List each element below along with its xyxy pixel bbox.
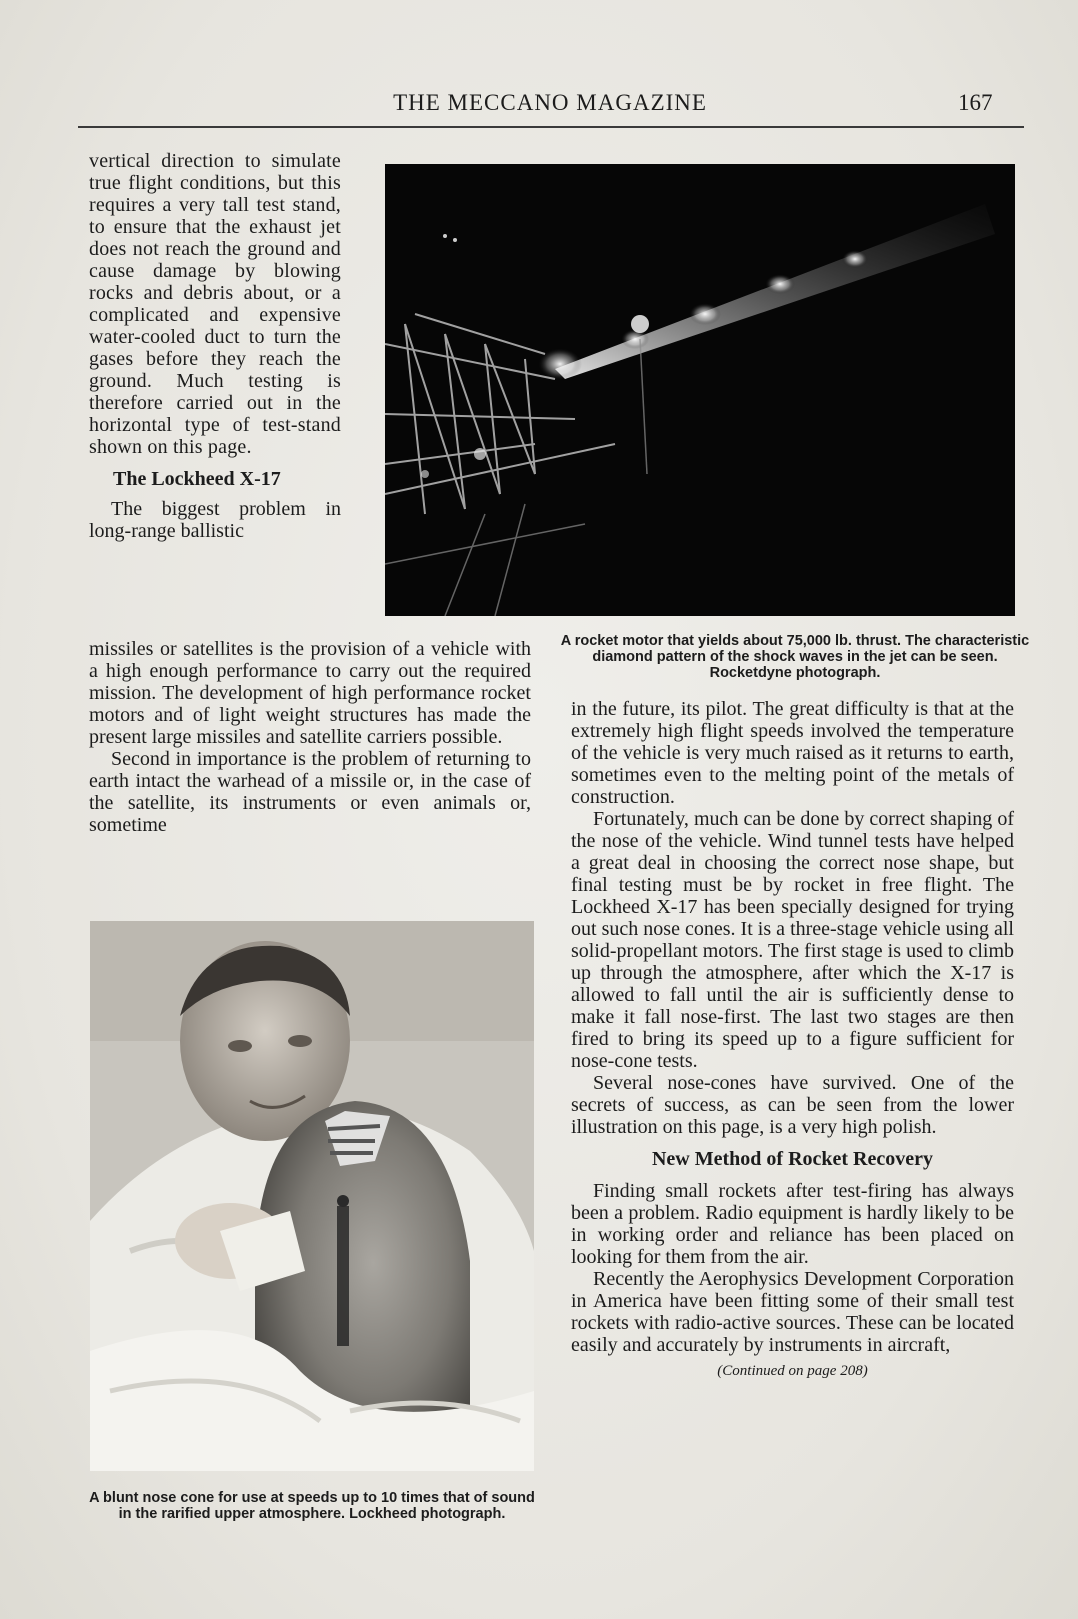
paragraph-performance: missiles or satellites is the provision of a vehicle with a high enough performance to carry out the required mission. The development of high performance rocket motors and of light weight structures has made the present large missiles and satellite carriers possible. xyxy=(89,638,531,748)
magazine-title: THE MECCANO MAGAZINE xyxy=(393,90,707,115)
header-rule xyxy=(78,126,1024,128)
nose-cone-photo xyxy=(90,921,534,1471)
paragraph-recently: Recently the Aerophysics Development Corporation in America have been fitting some of their small test rockets with radio-active sources. These can be located easily and accurately by instruments in aircraft, xyxy=(571,1268,1014,1356)
paragraph-returning: Second in importance is the problem of returning to earth intact the warhead of a missile or, in the case of the satellite, its instruments or even animals or, sometime xyxy=(89,748,531,836)
paragraph-fortunately: Fortunately, much can be done by correct shaping of the nose of the vehicle. Wind tunnel tests have helped a great deal in choosing the correct nose shape, but final testing must be by rocket in free flight. The Lockheed X-17 has been specially designed for trying out such nose cones. It is a three-stage vehicle using all solid-propellant motors. The first stage is used to climb up through the atmosphere, after which the X-17 is allowed to fall until the air is sufficiently dense to make it fall nose-first. The last two stages are then fired to bring its speed up to a figure sufficient for nose-cone tests. xyxy=(571,808,1014,1072)
paragraph-narrow-start: The biggest problem in long-range ballistic xyxy=(89,498,341,542)
rocket-motor-illustration xyxy=(385,164,1015,616)
subheading-x17: The Lockheed X-17 xyxy=(113,468,281,490)
right-column xyxy=(571,698,1014,1382)
paragraph-finding: Finding small rockets after test-firing has always been a problem. Radio equipment is hardly likely to be in working order and reliance has been placed on looking for them from the air. xyxy=(571,1180,1014,1268)
left-column-top xyxy=(89,150,341,542)
left-column-wide xyxy=(89,638,531,836)
paragraph-pilot: in the future, its pilot. The great difficulty is that at the extremely high flight speeds involved the temperature of the vehicle is very much raised as it returns to earth, sometimes even to the melting point of the metals of construction. xyxy=(571,698,1014,808)
page-number: 167 xyxy=(958,90,993,115)
rocket-motor-caption: A rocket motor that yields about 75,000 lb. thrust. The characteristic diamond pattern of the shock waves in the jet can be seen. Rocketdyne photograph. xyxy=(560,633,1030,681)
rocket-motor-photo xyxy=(385,164,1015,616)
continued-note: (Continued on page 208) xyxy=(717,1363,868,1379)
paragraph-several: Several nose-cones have survived. One of the secrets of success, as can be seen from the lower illustration on this page, is a very high polish. xyxy=(571,1072,1014,1138)
intro-paragraph: vertical direction to simulate true flight conditions, but this requires a very tall test stand, to ensure that the exhaust jet does not reach the ground and cause damage by blowing rocks and debris about, or a complicated and expensive water-cooled duct to turn the gases before they reach the ground. Much testing is therefore carried out in the horizontal type of test-stand shown on this page. xyxy=(89,150,341,458)
nose-cone-caption: A blunt nose cone for use at speeds up to 10 times that of sound in the rarified upper atmosphere. Lockheed photograph. xyxy=(89,1490,535,1522)
subheading-recovery: New Method of Rocket Recovery xyxy=(651,1148,933,1170)
nose-cone-illustration xyxy=(90,921,534,1471)
